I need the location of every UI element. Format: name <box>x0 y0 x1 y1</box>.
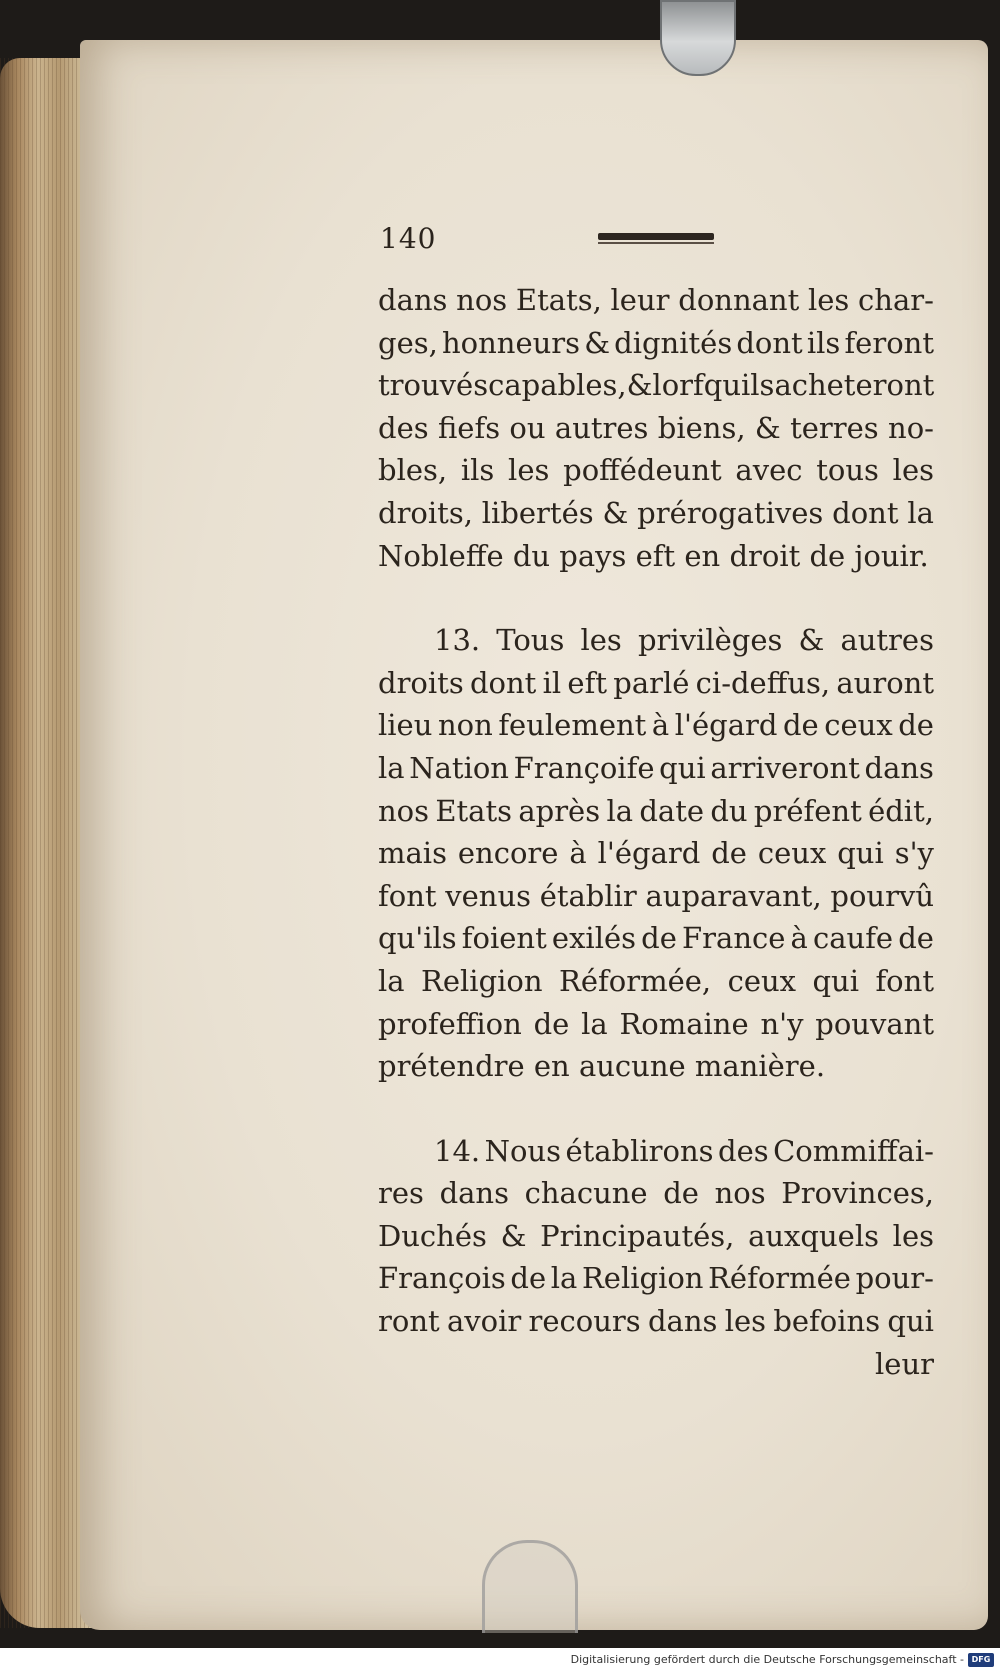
text-line: Duchés & Principautés, auxquels les <box>378 1218 934 1253</box>
text-line: droits dont il eft parlé ci-deffus, auront <box>378 665 934 700</box>
text-line: bles, ils les poffédeunt avec tous les <box>378 453 934 488</box>
text-line: mais encore à l'égard de ceux qui s'y <box>378 836 934 871</box>
text-line: Nobleffe du pays eft en droit de jouir. <box>378 538 929 573</box>
text-line: des fiefs ou autres biens, & terres no- <box>378 410 934 445</box>
text-line: lieu non feulement à l'égard de ceux de <box>378 708 934 743</box>
text-line: font venus établir auparavant, pourvû <box>378 878 934 913</box>
dfg-logo-icon: DFG <box>968 1653 994 1667</box>
text-line: dans nos Etats, leur donnant les char- <box>378 283 934 317</box>
paragraph-14 <box>378 1130 934 1386</box>
footer-credit: Digitalisierung gefördert durch die Deutsche Forschungsgemeinschaft - <box>570 1653 964 1666</box>
text-line: nos Etats après la date du préfent édit, <box>378 793 934 828</box>
text-line: la Nation Françoife qui arriveront dans <box>378 750 934 785</box>
text-line: la Religion Réformée, ceux qui font <box>378 963 934 998</box>
text-line: trouvés capables, & lorfquils acheteront <box>378 368 935 403</box>
text-line: 14. Nous établirons des Commiffai- <box>434 1133 934 1168</box>
catchword: leur <box>875 1346 934 1381</box>
header-rule <box>598 233 714 240</box>
footer-bar <box>0 1648 1000 1673</box>
text-line: ges, honneurs & dignités dont ils feront <box>378 325 934 360</box>
text-line: profeffion de la Romaine n'y pouvant <box>378 1006 934 1041</box>
text-line: res dans chacune de nos Provinces, <box>378 1176 934 1211</box>
text-line: ront avoir recours dans les befoins qui <box>378 1304 934 1339</box>
paragraph-1 <box>378 279 934 577</box>
page-clip-bottom <box>482 1540 578 1633</box>
text-line: prétendre en aucune manière. <box>378 1049 826 1084</box>
page-text <box>378 279 934 1385</box>
text-line: droits, libertés & prérogatives dont la <box>378 495 934 530</box>
page-clip-top <box>660 0 736 76</box>
page-number: 140 <box>380 222 437 255</box>
text-line: François de la Religion Réformée pour- <box>378 1261 934 1296</box>
paragraph-13 <box>378 619 934 1088</box>
text-line: 13. Tous les privilèges & autres <box>434 623 934 658</box>
text-line: qu'ils foient exilés de France à caufe de <box>378 921 934 956</box>
